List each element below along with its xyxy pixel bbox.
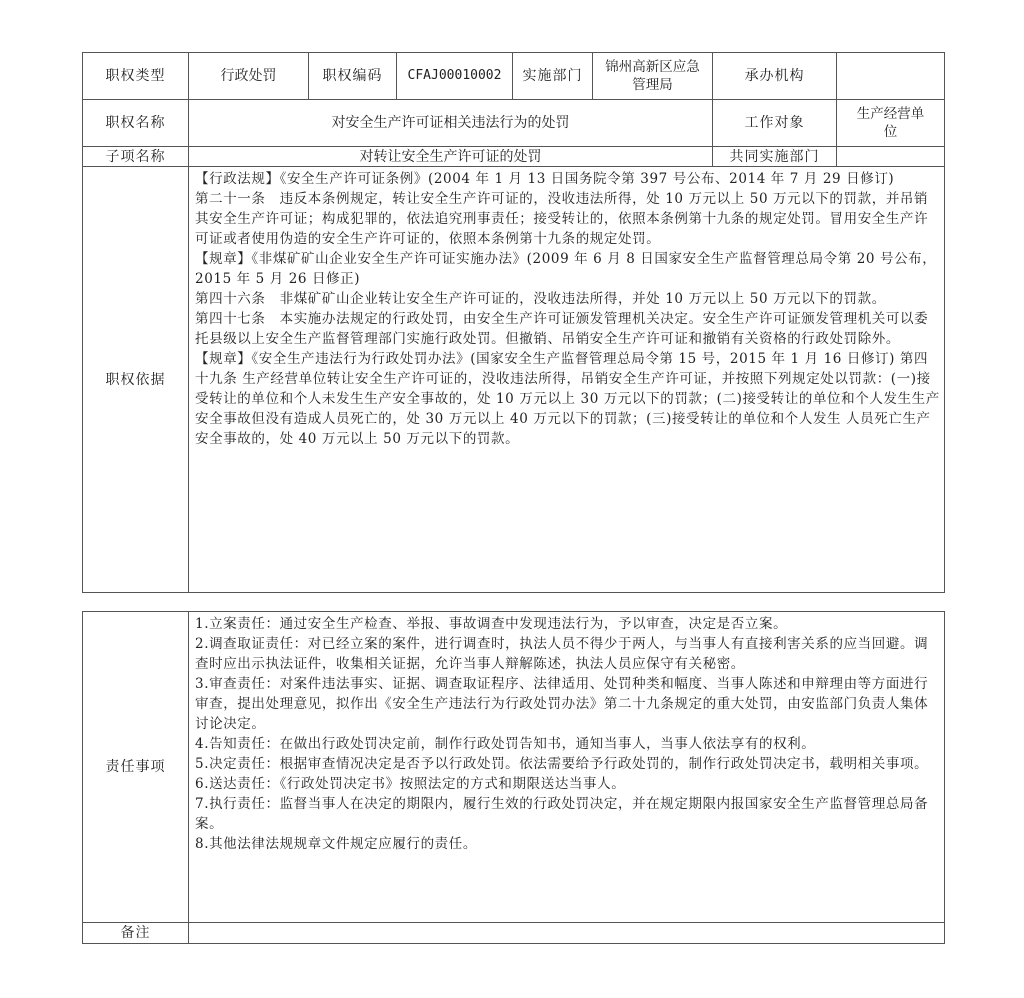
- label-authority-basis: 职权依据: [83, 167, 189, 593]
- duty-item: 2.调查取证责任：对已经立案的案件，进行调查时，执法人员不得少于两人，与当事人有直接利害关系的应当回避。调查时应出示执法证件，收集相关证据，允许当事人辩解陈述，执法人员应保守有关秘密。: [195, 636, 929, 672]
- label-duties: 责任事项: [83, 612, 189, 923]
- authority-sheet: [82, 52, 944, 944]
- row-authority-basis: [83, 167, 945, 593]
- value-implementing-dept: 锦州高新区应急管理局: [593, 53, 713, 100]
- row-spacer: [83, 593, 945, 612]
- row-subitem-name: [83, 147, 945, 167]
- value-authority-name: 对安全生产许可证相关违法行为的处罚: [189, 100, 713, 147]
- label-handling-agency: 承办机构: [713, 53, 837, 100]
- value-joint-dept: [837, 147, 945, 167]
- basis-paragraph: 【行政法规】《安全生产许可证条例》(2004 年 1 月 13 日国务院令第 397 号公布、2014 年 7 月 29 日修订): [195, 171, 895, 187]
- duty-item: 5.决定责任：根据审查情况决定是否予以行政处罚。依法需要给予行政处罚的，制作行政处罚决定书，载明相关事项。: [195, 756, 929, 772]
- duty-item: 4.告知责任：在做出行政处罚决定前，制作行政处罚告知书，通知当事人，当事人依法享有的权利。: [195, 736, 816, 752]
- value-authority-type: 行政处罚: [189, 53, 309, 100]
- basis-paragraph: 第四十七条 本实施办法规定的行政处罚，由安全生产许可证颁发管理机关决定。安全生产许可证颁发管理机关可以委托县级以上安全生产监督管理部门实施行政处罚。但撤销、吊销安全生产许可证和撤销有关资格的行政处罚除外。: [195, 311, 929, 347]
- label-authority-name: 职权名称: [83, 100, 189, 147]
- duty-item: 1.立案责任：通过安全生产检查、举报、事故调查中发现违法行为，予以审查，决定是否立案。: [195, 616, 788, 632]
- basis-paragraph: 【规章】《安全生产违法行为行政处罚办法》(国家安全生产监督管理总局令第 15 号，2015 年 1 月 16 日修订) 第四十九条 生产经营单位转让安全生产许可证的，没收违法所得，吊销安全生产许可证，并按照下列规定处以罚款：(一)接受转让的单位和个人未发生生产安全事故的，处 10 万元以上 30 万元以下的罚款；(二)接受转让的单位和个人发生生产安全事故但没有造成人员死亡的，处 30 万元以上 40 万元以下的罚款；(三)接受转让的单位和个人发生 人员死亡生产安全事故的，处 40 万元以上 50 万元以下的罚款。: [195, 351, 940, 447]
- duty-item: 8.其他法律法规规章文件规定应履行的责任。: [195, 836, 477, 852]
- basis-paragraph: 【规章】《非煤矿矿山企业安全生产许可证实施办法》(2009 年 6 月 8 日国家安全生产监督管理总局令第 20 号公布，2015 年 5 月 26 日修正): [195, 251, 937, 287]
- value-work-target: 生产经营单位: [837, 100, 945, 147]
- duties-text: [189, 612, 945, 923]
- duty-item: 3.审查责任：对案件违法事实、证据、调查取证程序、法律适用、处罚种类和幅度、当事人陈述和申辩理由等方面进行审查，提出处理意见，拟作出《安全生产违法行为行政处罚办法》第二十九条规定的重大处罚，由安监部门负责人集体讨论决定。: [195, 676, 929, 732]
- label-authority-code: 职权编码: [309, 53, 397, 100]
- basis-paragraph: 第二十一条 违反本条例规定，转让安全生产许可证的，没收违法所得，处 10 万元以上 50 万元以下的罚款，并吊销其安全生产许可证；构成犯罪的，依法追究刑事责任；接受转让的，依照本条例第十九条的规定处罚。冒用安全生产许可证或者使用伪造的安全生产许可证的，依照本条例第十九条的规定处罚。: [195, 191, 929, 247]
- value-remarks: [189, 923, 945, 944]
- authority-table: [82, 52, 945, 944]
- row-remarks: [83, 923, 945, 944]
- spacer-cell: [83, 593, 945, 612]
- label-joint-dept: 共同实施部门: [713, 147, 837, 167]
- label-implementing-dept: 实施部门: [513, 53, 593, 100]
- duty-item: 6.送达责任：《行政处罚决定书》按照法定的方式和期限送达当事人。: [195, 776, 626, 792]
- label-subitem-name: 子项名称: [83, 147, 189, 167]
- value-handling-agency: [837, 53, 945, 100]
- value-authority-code: CFAJ00010002: [397, 53, 513, 100]
- row-duties: [83, 612, 945, 923]
- duty-item: 7.执行责任：监督当事人在决定的期限内，履行生效的行政处罚决定，并在规定期限内报国家安全生产监督管理总局备案。: [195, 796, 929, 832]
- label-work-target: 工作对象: [713, 100, 837, 147]
- value-subitem-name: 对转让安全生产许可证的处罚: [189, 147, 713, 167]
- basis-text: [189, 167, 945, 593]
- label-authority-type: 职权类型: [83, 53, 189, 100]
- row-authority-name: [83, 100, 945, 147]
- label-remarks: 备注: [83, 923, 189, 944]
- row-authority-type: [83, 53, 945, 100]
- basis-paragraph: 第四十六条 非煤矿矿山企业转让安全生产许可证的，没收违法所得，并处 10 万元以上 50 万元以下的罚款。: [195, 291, 886, 307]
